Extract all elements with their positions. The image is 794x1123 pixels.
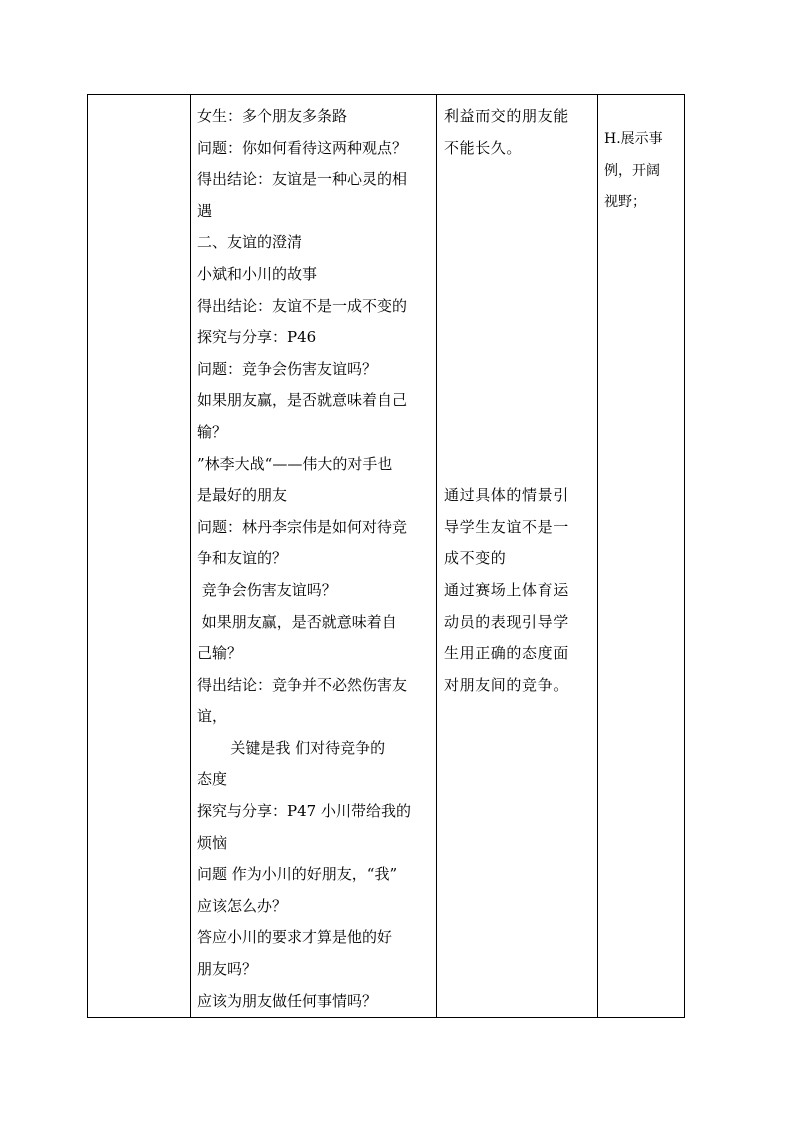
text-line: 如果朋友赢，是否就意味着自 [197, 612, 397, 631]
text-line: 利益而交的朋友能 [444, 107, 569, 125]
method-cell [598, 95, 685, 1018]
text-line: H.展示事 [604, 131, 663, 147]
text-line: 通过具体的情景引 [444, 486, 569, 505]
text-line: 探究与分享：P47 小川带给我的 [197, 802, 411, 821]
text-line: ”林李大战“——伟大的对手也 [197, 454, 393, 473]
spacer [444, 164, 594, 480]
text-line: 谊， [197, 707, 228, 726]
text-line: 竞争会伤害友谊吗？ [197, 580, 337, 599]
text-line: 生用正确的态度面 [444, 644, 569, 663]
text-line: 探究与分享：P46 [197, 328, 317, 347]
text-line: 输？ [197, 422, 228, 441]
empty-cell [88, 95, 191, 1018]
text-line: 动员的表现引导学 [444, 612, 569, 631]
text-line: 关键是我 们对待竞争的 [197, 738, 386, 757]
text-line: 烦恼 [197, 833, 228, 852]
text-line: 问题：你如何看待这两种观点？ [197, 138, 408, 157]
text-line: 应该为朋友做任何事情吗？ [197, 991, 378, 1010]
text-line: 得出结论：竞争并不必然伤害友 [197, 675, 408, 694]
text-line: 遇 [197, 201, 213, 220]
text-line: 导学生友谊不是一 [444, 517, 569, 536]
text-line: 是最好的朋友 [197, 486, 288, 505]
design-intent-cell [437, 95, 598, 1018]
table-row [88, 95, 685, 1018]
text-line: 不能长久。 [444, 138, 523, 157]
text-line: 态度 [197, 770, 228, 789]
section-heading: 二、友谊的澄清 [197, 233, 303, 252]
text-line: 问题 作为小川的好朋友，“我” [197, 865, 398, 884]
text-line: 女生：多个朋友多条路 [197, 107, 348, 125]
text-line: 问题：林丹李宗伟是如何对待竞 [197, 517, 408, 536]
text-line: 己输？ [197, 644, 243, 663]
text-line: 视野； [604, 194, 646, 211]
activity-cell [191, 95, 437, 1018]
text-line: 答应小川的要求才算是他的好 [197, 928, 393, 947]
text-line: 问题：竞争会伤害友谊吗？ [197, 359, 378, 378]
lesson-plan-table [87, 94, 685, 1018]
text-line: 应该怎么办？ [197, 896, 288, 915]
text-line: 得出结论：友谊不是一成不变的 [197, 296, 408, 315]
text-line: 争和友谊的？ [197, 549, 288, 568]
text-line: 如果朋友赢，是否就意味着自己 [197, 391, 408, 410]
text-line: 例，开阔 [604, 162, 660, 179]
text-line: 朋友吗？ [197, 960, 258, 979]
text-line: 对朋友间的竞争。 [444, 675, 569, 694]
text-line: 通过赛场上体育运 [444, 580, 569, 599]
text-line: 成不变的 [444, 549, 507, 568]
text-line: 小斌和小川的故事 [197, 264, 318, 283]
text-line: 得出结论：友谊是一种心灵的相 [197, 170, 408, 189]
